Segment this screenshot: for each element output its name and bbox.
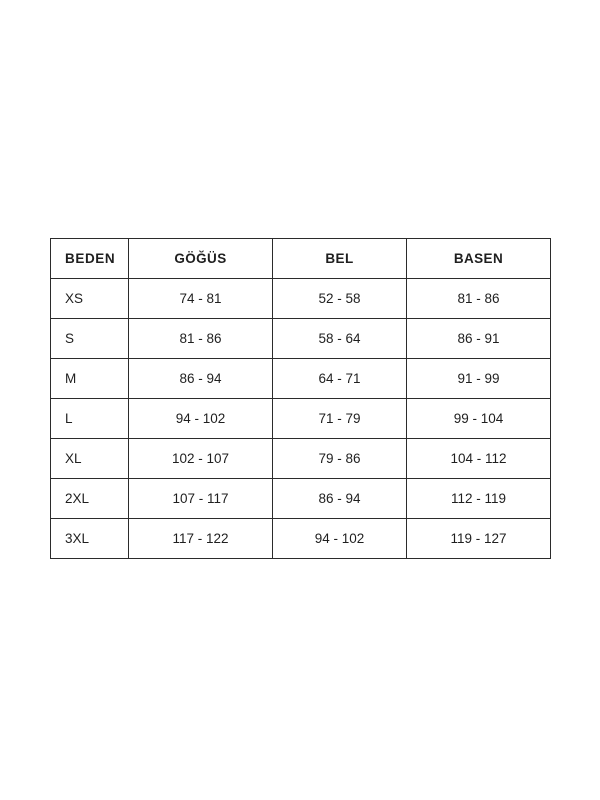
column-header-gogus: GÖĞÜS — [129, 239, 273, 279]
cell-basen: 99 - 104 — [407, 399, 551, 439]
table-row — [51, 359, 551, 399]
cell-size: 3XL — [51, 519, 129, 559]
cell-basen: 91 - 99 — [407, 359, 551, 399]
cell-bel: 71 - 79 — [273, 399, 407, 439]
table-row — [51, 399, 551, 439]
size-table-container — [50, 238, 550, 559]
table-row — [51, 279, 551, 319]
column-header-basen: BASEN — [407, 239, 551, 279]
cell-size: L — [51, 399, 129, 439]
cell-bel: 58 - 64 — [273, 319, 407, 359]
cell-gogus: 102 - 107 — [129, 439, 273, 479]
cell-size: XL — [51, 439, 129, 479]
cell-basen: 86 - 91 — [407, 319, 551, 359]
cell-bel: 52 - 58 — [273, 279, 407, 319]
column-header-beden: BEDEN — [51, 239, 129, 279]
cell-bel: 94 - 102 — [273, 519, 407, 559]
cell-size: XS — [51, 279, 129, 319]
table-body — [51, 279, 551, 559]
size-table — [50, 238, 551, 559]
cell-basen: 119 - 127 — [407, 519, 551, 559]
cell-basen: 104 - 112 — [407, 439, 551, 479]
cell-gogus: 86 - 94 — [129, 359, 273, 399]
cell-size: 2XL — [51, 479, 129, 519]
cell-gogus: 94 - 102 — [129, 399, 273, 439]
column-header-bel: BEL — [273, 239, 407, 279]
cell-bel: 86 - 94 — [273, 479, 407, 519]
cell-size: S — [51, 319, 129, 359]
table-row — [51, 519, 551, 559]
cell-basen: 81 - 86 — [407, 279, 551, 319]
cell-basen: 112 - 119 — [407, 479, 551, 519]
cell-bel: 64 - 71 — [273, 359, 407, 399]
cell-size: M — [51, 359, 129, 399]
table-row — [51, 439, 551, 479]
cell-gogus: 74 - 81 — [129, 279, 273, 319]
cell-gogus: 107 - 117 — [129, 479, 273, 519]
cell-gogus: 117 - 122 — [129, 519, 273, 559]
table-header-row — [51, 239, 551, 279]
table-row — [51, 479, 551, 519]
cell-gogus: 81 - 86 — [129, 319, 273, 359]
table-row — [51, 319, 551, 359]
table-header — [51, 239, 551, 279]
cell-bel: 79 - 86 — [273, 439, 407, 479]
